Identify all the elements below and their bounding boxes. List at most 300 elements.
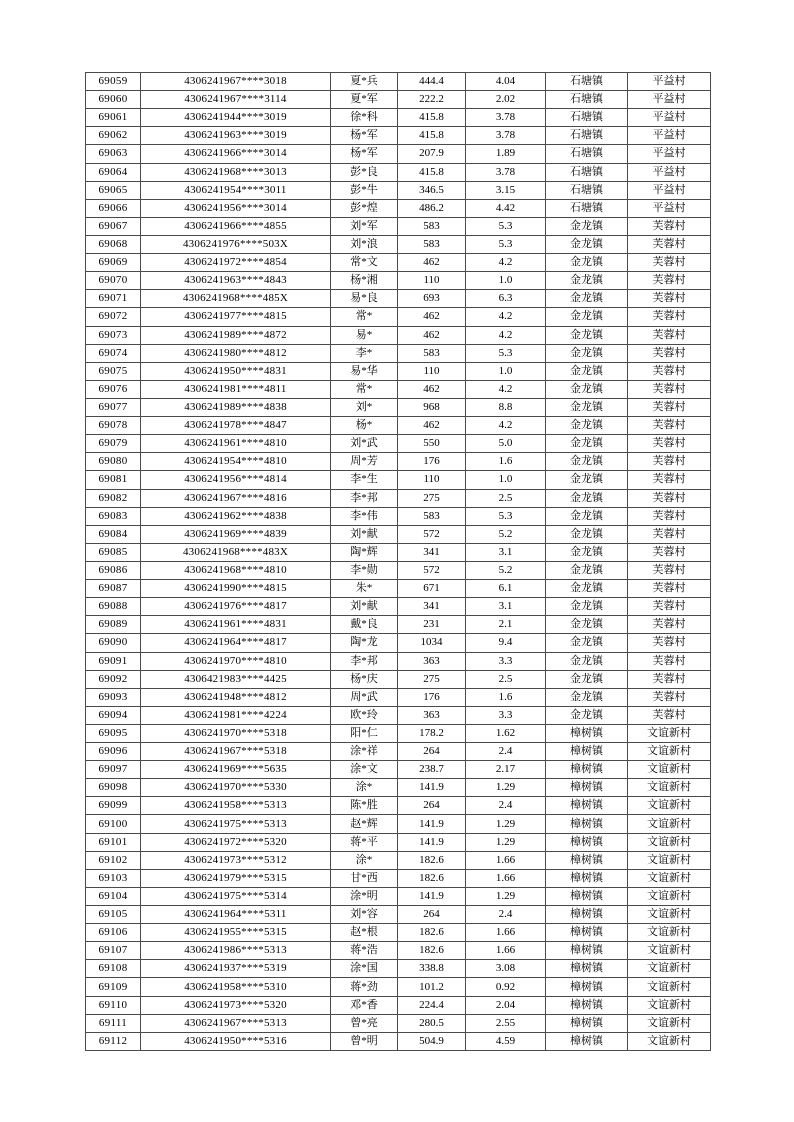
cell-area: 1.29 [466, 815, 546, 833]
cell-id-number: 4306241968****483X [141, 543, 331, 561]
cell-amount: 110 [398, 272, 466, 290]
cell-amount: 462 [398, 380, 466, 398]
table-row [86, 398, 711, 416]
cell-id-number: 4306241967****5318 [141, 743, 331, 761]
cell-name: 李*伟 [331, 507, 398, 525]
cell-id-number: 4306241976****4817 [141, 598, 331, 616]
cell-name: 易*良 [331, 290, 398, 308]
cell-id-number: 4306241955****5315 [141, 924, 331, 942]
cell-area: 1.0 [466, 272, 546, 290]
cell-amount: 363 [398, 652, 466, 670]
table-row [86, 435, 711, 453]
cell-serial-number: 69096 [86, 743, 141, 761]
cell-area: 3.1 [466, 598, 546, 616]
cell-id-number: 4306241969****4839 [141, 525, 331, 543]
cell-serial-number: 69063 [86, 145, 141, 163]
cell-id-number: 4306241986****5313 [141, 942, 331, 960]
cell-name: 易*华 [331, 362, 398, 380]
cell-serial-number: 69087 [86, 580, 141, 598]
cell-amount: 415.8 [398, 127, 466, 145]
cell-area: 5.2 [466, 561, 546, 579]
cell-amount: 462 [398, 254, 466, 272]
cell-name: 赵*辉 [331, 815, 398, 833]
cell-town: 樟树镇 [546, 833, 628, 851]
cell-area: 1.62 [466, 724, 546, 742]
cell-serial-number: 69075 [86, 362, 141, 380]
cell-village: 芙蓉村 [628, 688, 711, 706]
cell-id-number: 4306241956****4814 [141, 471, 331, 489]
cell-area: 6.1 [466, 580, 546, 598]
table-row [86, 833, 711, 851]
table-row [86, 580, 711, 598]
cell-area: 3.1 [466, 543, 546, 561]
cell-serial-number: 69059 [86, 73, 141, 91]
cell-area: 5.0 [466, 435, 546, 453]
cell-name: 朱* [331, 580, 398, 598]
cell-id-number: 4306241970****4810 [141, 652, 331, 670]
cell-name: 甘*西 [331, 869, 398, 887]
cell-village: 文谊新村 [628, 924, 711, 942]
table-row [86, 652, 711, 670]
table-row [86, 1014, 711, 1032]
cell-area: 4.59 [466, 1032, 546, 1050]
cell-town: 樟树镇 [546, 724, 628, 742]
cell-village: 文谊新村 [628, 724, 711, 742]
cell-village: 平益村 [628, 145, 711, 163]
cell-village: 芙蓉村 [628, 453, 711, 471]
cell-name: 蒋*劲 [331, 978, 398, 996]
cell-serial-number: 69097 [86, 761, 141, 779]
table-row [86, 417, 711, 435]
cell-serial-number: 69077 [86, 398, 141, 416]
table-row [86, 869, 711, 887]
cell-amount: 264 [398, 906, 466, 924]
cell-village: 芙蓉村 [628, 525, 711, 543]
table-row [86, 290, 711, 308]
cell-village: 芙蓉村 [628, 670, 711, 688]
cell-area: 4.2 [466, 254, 546, 272]
cell-amount: 176 [398, 453, 466, 471]
cell-name: 易* [331, 326, 398, 344]
cell-id-number: 4306241980****4812 [141, 344, 331, 362]
cell-id-number: 4306241954****4810 [141, 453, 331, 471]
cell-village: 平益村 [628, 127, 711, 145]
table-row [86, 507, 711, 525]
cell-town: 金龙镇 [546, 326, 628, 344]
cell-area: 5.3 [466, 507, 546, 525]
cell-amount: 363 [398, 706, 466, 724]
cell-area: 3.78 [466, 163, 546, 181]
table-row [86, 851, 711, 869]
cell-id-number: 4306241950****4831 [141, 362, 331, 380]
cell-id-number: 4306241967****5313 [141, 1014, 331, 1032]
cell-town: 金龙镇 [546, 706, 628, 724]
cell-town: 金龙镇 [546, 272, 628, 290]
cell-village: 芙蓉村 [628, 290, 711, 308]
cell-amount: 222.2 [398, 91, 466, 109]
cell-amount: 968 [398, 398, 466, 416]
cell-town: 金龙镇 [546, 417, 628, 435]
cell-amount: 110 [398, 362, 466, 380]
table-row [86, 815, 711, 833]
cell-amount: 110 [398, 471, 466, 489]
cell-amount: 178.2 [398, 724, 466, 742]
cell-name: 常* [331, 308, 398, 326]
cell-id-number: 4306241948****4812 [141, 688, 331, 706]
cell-area: 1.66 [466, 924, 546, 942]
cell-id-number: 4306241962****4838 [141, 507, 331, 525]
cell-name: 李*邦 [331, 489, 398, 507]
cell-serial-number: 69104 [86, 887, 141, 905]
cell-town: 金龙镇 [546, 344, 628, 362]
cell-village: 芙蓉村 [628, 254, 711, 272]
cell-name: 彭*良 [331, 163, 398, 181]
table-row [86, 598, 711, 616]
cell-serial-number: 69088 [86, 598, 141, 616]
cell-area: 2.5 [466, 670, 546, 688]
cell-serial-number: 69060 [86, 91, 141, 109]
cell-name: 刘*军 [331, 217, 398, 235]
cell-area: 2.4 [466, 797, 546, 815]
cell-village: 文谊新村 [628, 960, 711, 978]
cell-serial-number: 69073 [86, 326, 141, 344]
cell-serial-number: 69080 [86, 453, 141, 471]
table-row [86, 797, 711, 815]
cell-town: 金龙镇 [546, 254, 628, 272]
cell-area: 5.3 [466, 235, 546, 253]
cell-town: 金龙镇 [546, 580, 628, 598]
cell-amount: 264 [398, 797, 466, 815]
table-row [86, 308, 711, 326]
cell-amount: 583 [398, 217, 466, 235]
cell-town: 金龙镇 [546, 471, 628, 489]
cell-village: 芙蓉村 [628, 598, 711, 616]
cell-id-number: 4306241968****3013 [141, 163, 331, 181]
cell-town: 石塘镇 [546, 181, 628, 199]
cell-town: 樟树镇 [546, 779, 628, 797]
cell-name: 涂* [331, 851, 398, 869]
cell-area: 1.66 [466, 851, 546, 869]
cell-id-number: 4306241972****5320 [141, 833, 331, 851]
cell-amount: 415.8 [398, 109, 466, 127]
cell-name: 常*文 [331, 254, 398, 272]
cell-amount: 583 [398, 344, 466, 362]
cell-id-number: 4306241950****5316 [141, 1032, 331, 1050]
cell-id-number: 4306241981****4811 [141, 380, 331, 398]
cell-amount: 415.8 [398, 163, 466, 181]
cell-area: 1.66 [466, 869, 546, 887]
cell-amount: 462 [398, 326, 466, 344]
cell-village: 芙蓉村 [628, 471, 711, 489]
cell-id-number: 4306241975****5313 [141, 815, 331, 833]
cell-amount: 231 [398, 616, 466, 634]
cell-amount: 182.6 [398, 851, 466, 869]
cell-id-number: 4306241958****5310 [141, 978, 331, 996]
table-row [86, 887, 711, 905]
cell-area: 4.04 [466, 73, 546, 91]
cell-area: 4.42 [466, 199, 546, 217]
cell-area: 1.29 [466, 779, 546, 797]
cell-amount: 141.9 [398, 887, 466, 905]
cell-village: 文谊新村 [628, 851, 711, 869]
table-row [86, 1032, 711, 1050]
cell-town: 樟树镇 [546, 996, 628, 1014]
cell-village: 文谊新村 [628, 797, 711, 815]
cell-amount: 141.9 [398, 815, 466, 833]
cell-area: 2.02 [466, 91, 546, 109]
cell-area: 0.92 [466, 978, 546, 996]
cell-name: 徐*科 [331, 109, 398, 127]
cell-village: 芙蓉村 [628, 706, 711, 724]
cell-serial-number: 69068 [86, 235, 141, 253]
cell-name: 杨*庆 [331, 670, 398, 688]
cell-name: 陶*辉 [331, 543, 398, 561]
table-row [86, 91, 711, 109]
table-row [86, 616, 711, 634]
cell-amount: 182.6 [398, 869, 466, 887]
cell-id-number: 4306241963****3019 [141, 127, 331, 145]
cell-serial-number: 69061 [86, 109, 141, 127]
cell-town: 樟树镇 [546, 906, 628, 924]
cell-serial-number: 69089 [86, 616, 141, 634]
cell-id-number: 4306241973****5312 [141, 851, 331, 869]
table-row [86, 326, 711, 344]
cell-amount: 486.2 [398, 199, 466, 217]
cell-id-number: 4306241966****3014 [141, 145, 331, 163]
cell-amount: 141.9 [398, 779, 466, 797]
cell-village: 芙蓉村 [628, 417, 711, 435]
table-body [86, 73, 711, 1051]
cell-amount: 462 [398, 417, 466, 435]
cell-amount: 275 [398, 489, 466, 507]
cell-village: 平益村 [628, 73, 711, 91]
table-row [86, 525, 711, 543]
cell-name: 蒋*平 [331, 833, 398, 851]
cell-serial-number: 69069 [86, 254, 141, 272]
cell-amount: 572 [398, 525, 466, 543]
cell-amount: 101.2 [398, 978, 466, 996]
cell-name: 戴*良 [331, 616, 398, 634]
cell-town: 金龙镇 [546, 525, 628, 543]
cell-area: 3.78 [466, 109, 546, 127]
cell-town: 金龙镇 [546, 290, 628, 308]
table-row [86, 561, 711, 579]
cell-name: 李*生 [331, 471, 398, 489]
cell-id-number: 4306241979****5315 [141, 869, 331, 887]
cell-area: 1.89 [466, 145, 546, 163]
cell-amount: 275 [398, 670, 466, 688]
cell-id-number: 4306241954****3011 [141, 181, 331, 199]
cell-serial-number: 69071 [86, 290, 141, 308]
cell-area: 8.8 [466, 398, 546, 416]
cell-serial-number: 69076 [86, 380, 141, 398]
cell-amount: 176 [398, 688, 466, 706]
table-row [86, 960, 711, 978]
cell-village: 文谊新村 [628, 887, 711, 905]
cell-name: 赵*根 [331, 924, 398, 942]
cell-village: 文谊新村 [628, 779, 711, 797]
table-row [86, 978, 711, 996]
table-row [86, 127, 711, 145]
cell-amount: 444.4 [398, 73, 466, 91]
cell-serial-number: 69065 [86, 181, 141, 199]
cell-town: 樟树镇 [546, 924, 628, 942]
table-row [86, 743, 711, 761]
cell-area: 1.66 [466, 942, 546, 960]
table-row [86, 906, 711, 924]
cell-name: 李* [331, 344, 398, 362]
cell-amount: 462 [398, 308, 466, 326]
cell-area: 1.6 [466, 688, 546, 706]
table-row [86, 73, 711, 91]
cell-town: 金龙镇 [546, 598, 628, 616]
cell-area: 2.4 [466, 906, 546, 924]
cell-name: 陈*胜 [331, 797, 398, 815]
cell-id-number: 4306241968****4810 [141, 561, 331, 579]
cell-amount: 338.8 [398, 960, 466, 978]
cell-village: 文谊新村 [628, 996, 711, 1014]
table-row [86, 272, 711, 290]
cell-name: 蒋*浩 [331, 942, 398, 960]
cell-area: 3.15 [466, 181, 546, 199]
cell-town: 樟树镇 [546, 869, 628, 887]
cell-area: 2.1 [466, 616, 546, 634]
cell-area: 1.29 [466, 887, 546, 905]
cell-area: 2.17 [466, 761, 546, 779]
cell-id-number: 4306241958****5313 [141, 797, 331, 815]
cell-town: 金龙镇 [546, 543, 628, 561]
cell-serial-number: 69098 [86, 779, 141, 797]
cell-village: 文谊新村 [628, 815, 711, 833]
cell-town: 樟树镇 [546, 815, 628, 833]
cell-serial-number: 69100 [86, 815, 141, 833]
cell-name: 杨* [331, 417, 398, 435]
cell-id-number: 4306241989****4872 [141, 326, 331, 344]
cell-serial-number: 69084 [86, 525, 141, 543]
cell-area: 4.2 [466, 380, 546, 398]
cell-serial-number: 69079 [86, 435, 141, 453]
cell-town: 金龙镇 [546, 688, 628, 706]
cell-town: 金龙镇 [546, 489, 628, 507]
cell-amount: 504.9 [398, 1032, 466, 1050]
cell-town: 金龙镇 [546, 362, 628, 380]
cell-amount: 182.6 [398, 924, 466, 942]
cell-area: 9.4 [466, 634, 546, 652]
cell-serial-number: 69070 [86, 272, 141, 290]
cell-id-number: 4306241963****4843 [141, 272, 331, 290]
cell-village: 芙蓉村 [628, 634, 711, 652]
cell-amount: 693 [398, 290, 466, 308]
cell-id-number: 4306241967****4816 [141, 489, 331, 507]
cell-serial-number: 69072 [86, 308, 141, 326]
cell-name: 常* [331, 380, 398, 398]
cell-id-number: 4306241966****4855 [141, 217, 331, 235]
cell-id-number: 4306241972****4854 [141, 254, 331, 272]
cell-name: 李*邦 [331, 652, 398, 670]
cell-name: 刘*武 [331, 435, 398, 453]
cell-id-number: 4306241967****3114 [141, 91, 331, 109]
table-row [86, 543, 711, 561]
table-row [86, 344, 711, 362]
cell-town: 金龙镇 [546, 380, 628, 398]
cell-village: 文谊新村 [628, 978, 711, 996]
cell-area: 5.2 [466, 525, 546, 543]
cell-village: 文谊新村 [628, 833, 711, 851]
cell-name: 欧*玲 [331, 706, 398, 724]
cell-name: 刘*献 [331, 598, 398, 616]
cell-area: 1.29 [466, 833, 546, 851]
cell-village: 芙蓉村 [628, 489, 711, 507]
cell-town: 金龙镇 [546, 616, 628, 634]
cell-id-number: 4306241975****5314 [141, 887, 331, 905]
cell-town: 樟树镇 [546, 978, 628, 996]
cell-id-number: 4306421983****4425 [141, 670, 331, 688]
cell-name: 彭*煌 [331, 199, 398, 217]
cell-area: 4.2 [466, 308, 546, 326]
cell-serial-number: 69066 [86, 199, 141, 217]
table-row [86, 235, 711, 253]
cell-id-number: 4306241981****4224 [141, 706, 331, 724]
cell-id-number: 4306241944****3019 [141, 109, 331, 127]
cell-name: 曾*亮 [331, 1014, 398, 1032]
cell-amount: 550 [398, 435, 466, 453]
cell-serial-number: 69112 [86, 1032, 141, 1050]
cell-amount: 280.5 [398, 1014, 466, 1032]
cell-id-number: 4306241976****503X [141, 235, 331, 253]
cell-area: 3.3 [466, 652, 546, 670]
cell-amount: 182.6 [398, 942, 466, 960]
cell-name: 杨*湘 [331, 272, 398, 290]
cell-name: 刘*献 [331, 525, 398, 543]
cell-town: 金龙镇 [546, 561, 628, 579]
cell-village: 芙蓉村 [628, 652, 711, 670]
cell-town: 金龙镇 [546, 398, 628, 416]
cell-name: 刘*浪 [331, 235, 398, 253]
cell-amount: 224.4 [398, 996, 466, 1014]
cell-area: 2.4 [466, 743, 546, 761]
cell-village: 芙蓉村 [628, 272, 711, 290]
cell-town: 石塘镇 [546, 145, 628, 163]
cell-village: 芙蓉村 [628, 580, 711, 598]
cell-id-number: 4306241961****4831 [141, 616, 331, 634]
cell-village: 芙蓉村 [628, 362, 711, 380]
cell-amount: 583 [398, 235, 466, 253]
cell-village: 文谊新村 [628, 906, 711, 924]
cell-area: 3.78 [466, 127, 546, 145]
cell-village: 芙蓉村 [628, 308, 711, 326]
cell-village: 平益村 [628, 163, 711, 181]
table-row [86, 362, 711, 380]
cell-amount: 264 [398, 743, 466, 761]
cell-area: 5.3 [466, 344, 546, 362]
cell-town: 石塘镇 [546, 163, 628, 181]
cell-area: 1.0 [466, 471, 546, 489]
cell-area: 1.0 [466, 362, 546, 380]
cell-town: 金龙镇 [546, 634, 628, 652]
cell-village: 平益村 [628, 91, 711, 109]
cell-village: 文谊新村 [628, 761, 711, 779]
cell-name: 杨*军 [331, 145, 398, 163]
cell-town: 樟树镇 [546, 797, 628, 815]
table-row [86, 489, 711, 507]
cell-name: 夏*军 [331, 91, 398, 109]
cell-serial-number: 69085 [86, 543, 141, 561]
cell-id-number: 4306241968****485X [141, 290, 331, 308]
cell-name: 阳*仁 [331, 724, 398, 742]
cell-serial-number: 69094 [86, 706, 141, 724]
cell-amount: 238.7 [398, 761, 466, 779]
cell-town: 樟树镇 [546, 942, 628, 960]
